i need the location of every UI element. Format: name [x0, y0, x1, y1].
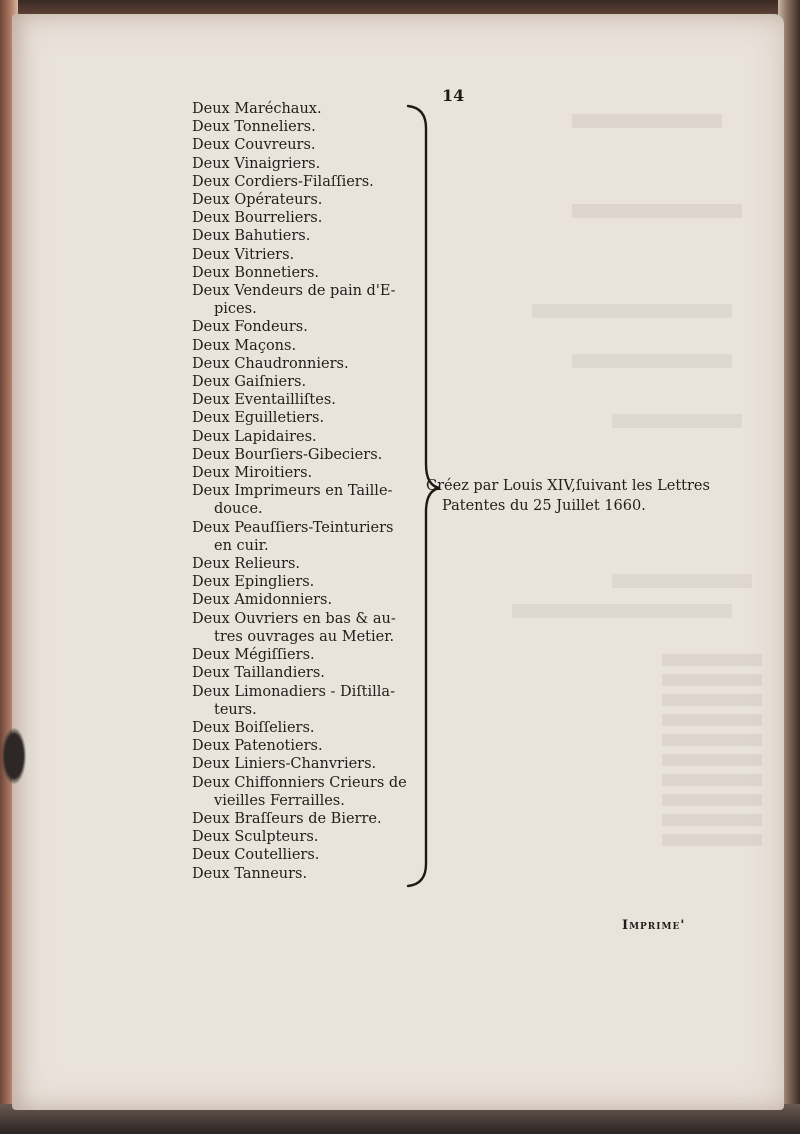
- trade-name: Deux Bourſiers-Gibeciers.: [192, 446, 383, 463]
- trade-list-item: [192, 865, 412, 883]
- royal-decree-line-2: Patentes du 25 Juillet 1660.: [442, 498, 646, 514]
- trade-list-item: [192, 227, 412, 245]
- bleed-through-mark: [512, 604, 732, 618]
- trade-list-item: [192, 828, 412, 846]
- trade-name: Deux Taillandiers.: [192, 665, 325, 682]
- trade-name: Deux Vinaigriers.: [192, 155, 321, 172]
- bleed-through-mark: [612, 414, 742, 428]
- trade-name: Deux Lapidaires.: [192, 428, 317, 445]
- trade-list-item: [192, 373, 412, 391]
- trade-list-item: [192, 282, 412, 318]
- bleed-through-mark: [572, 204, 742, 218]
- bleed-through-mark: [612, 574, 752, 588]
- page-number: 14: [442, 86, 465, 105]
- trade-list-item: [192, 391, 412, 409]
- trade-name-continuation: pices.: [214, 301, 257, 318]
- trade-list-item: [192, 318, 412, 336]
- trade-list-item: [192, 337, 412, 355]
- trade-name: Deux Maréchaux.: [192, 101, 322, 117]
- trade-name-continuation: en cuir.: [214, 537, 269, 554]
- catchword: Imprime': [622, 918, 686, 933]
- trade-name: Deux Chiffonniers Crieurs de: [192, 774, 407, 791]
- trade-name: Deux Bahutiers.: [192, 228, 311, 245]
- trade-name: Deux Couvreurs.: [192, 137, 316, 154]
- trade-name: Deux Opérateurs.: [192, 192, 323, 209]
- royal-decree-line-1: Créez par Louis XIV,ſuivant les Lettres: [426, 478, 710, 494]
- trade-name: Deux Limonadiers - Diſtilla-: [192, 683, 395, 700]
- trade-list-item: [192, 409, 412, 427]
- trade-name: Deux Tonneliers.: [192, 119, 316, 136]
- trade-name: Deux Boiſſeliers.: [192, 719, 315, 736]
- trade-name: Deux Fondeurs.: [192, 319, 308, 336]
- trade-name: Deux Braſſeurs de Bierre.: [192, 810, 382, 827]
- trade-list-item: [192, 136, 412, 154]
- trade-list-item: [192, 646, 412, 664]
- trade-list-item: [192, 683, 412, 719]
- trade-list-item: [192, 610, 412, 646]
- trade-name: Deux Relieurs.: [192, 556, 301, 573]
- trade-list-item: [192, 100, 412, 118]
- trade-list-item: [192, 755, 412, 773]
- trade-name: Deux Vitriers.: [192, 246, 295, 263]
- trade-name: Deux Peauſſiers-Teinturiers: [192, 519, 394, 536]
- trade-list-item: [192, 428, 412, 446]
- trade-list-item: [192, 209, 412, 227]
- trade-list-item: [192, 355, 412, 373]
- royal-decree-note: [426, 476, 716, 516]
- page-stain: [2, 728, 26, 784]
- trade-list-item: [192, 464, 412, 482]
- trade-list-item: [192, 573, 412, 591]
- bleed-through-mark: [532, 304, 732, 318]
- trade-name: Deux Gaiſniers.: [192, 374, 307, 391]
- trade-name: Deux Miroitiers.: [192, 465, 313, 482]
- trade-name-continuation: tres ouvrages au Metier.: [214, 628, 395, 645]
- trade-list-item: [192, 155, 412, 173]
- trade-list-item: [192, 264, 412, 282]
- trade-name: Deux Amidonniers.: [192, 592, 333, 609]
- bleed-through-mark: [572, 114, 722, 128]
- trade-name-continuation: vieilles Ferrailles.: [214, 792, 345, 809]
- trade-list-item: [192, 446, 412, 464]
- trade-name: Deux Chaudronniers.: [192, 355, 349, 372]
- trade-name: Deux Imprimeurs en Taille-: [192, 483, 393, 500]
- trade-name: Deux Coutelliers.: [192, 847, 320, 864]
- trade-list-item: [192, 118, 412, 136]
- trade-list-item: [192, 482, 412, 518]
- bleed-through-mark: [662, 654, 762, 854]
- trade-name: Deux Bourreliers.: [192, 210, 323, 227]
- trade-name: Deux Tanneurs.: [192, 865, 308, 882]
- trade-name: Deux Sculpteurs.: [192, 829, 319, 846]
- trade-list-item: [192, 591, 412, 609]
- trade-name: Deux Liniers-Chanvriers.: [192, 756, 377, 773]
- trade-name: Deux Ouvriers en bas & au-: [192, 610, 396, 627]
- trade-name: Deux Eventailliſtes.: [192, 392, 336, 409]
- trade-list-item: [192, 810, 412, 828]
- trade-list-item: [192, 191, 412, 209]
- trade-list-item: [192, 246, 412, 264]
- trade-list-item: [192, 173, 412, 191]
- trade-list-item: [192, 664, 412, 682]
- trade-name: Deux Eguilletiers.: [192, 410, 325, 427]
- trade-name-continuation: douce.: [214, 501, 263, 518]
- trade-list-item: [192, 719, 412, 737]
- trade-name: Deux Mégiſſiers.: [192, 647, 315, 664]
- trade-name-continuation: teurs.: [214, 701, 257, 718]
- trade-name: Deux Vendeurs de pain d'E-: [192, 283, 396, 300]
- trade-name: Deux Epingliers.: [192, 574, 315, 591]
- trade-list-item: [192, 846, 412, 864]
- trade-name: Deux Bonnetiers.: [192, 264, 320, 281]
- trade-list-item: [192, 774, 412, 810]
- trade-name: Deux Maçons.: [192, 337, 297, 354]
- trade-list-item: [192, 737, 412, 755]
- trade-list-item: [192, 555, 412, 573]
- trade-name: Deux Cordiers-Filaſſiers.: [192, 173, 374, 190]
- trade-list: [192, 100, 412, 883]
- bleed-through-mark: [572, 354, 732, 368]
- trade-name: Deux Patenotiers.: [192, 738, 323, 755]
- trade-list-item: [192, 519, 412, 555]
